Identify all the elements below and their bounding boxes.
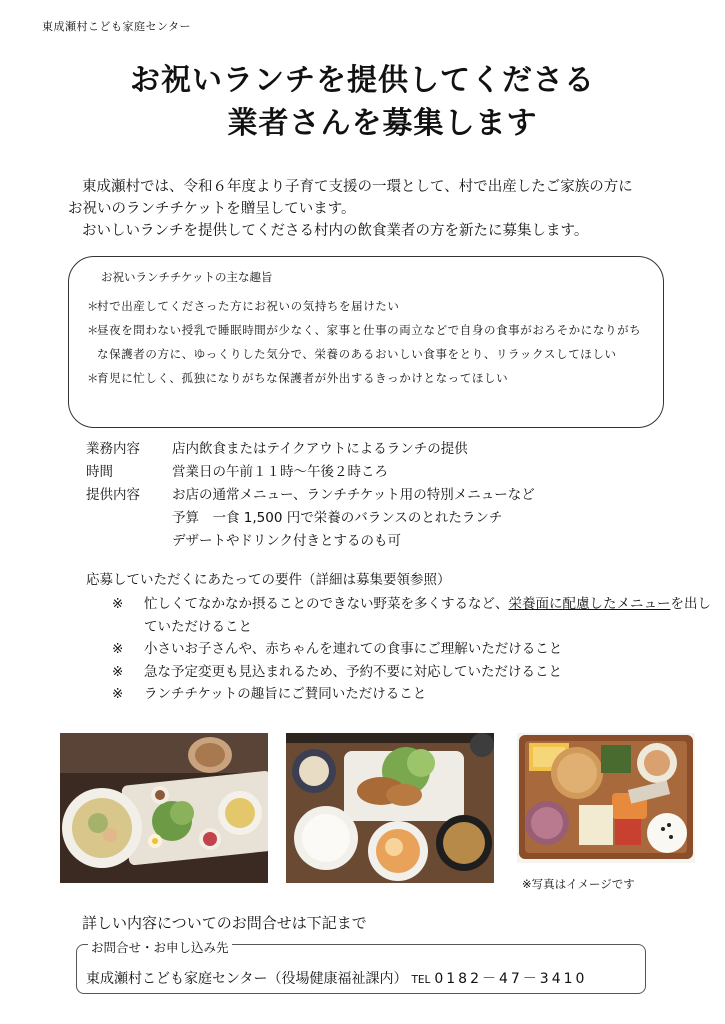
requirement-text: 小さいお子さんや、赤ちゃんを連れての食事にご理解いただけること bbox=[144, 641, 563, 657]
reference-mark: ※ bbox=[112, 641, 124, 657]
purpose-item-text: 村で出産してくださった方にお祝いの気持ちを届けたい bbox=[97, 299, 400, 313]
contact-lead: 詳しい内容についてのお問合せは下記まで bbox=[82, 914, 367, 932]
asterisk-bullet: ＊ bbox=[87, 371, 99, 385]
contact-label: お問合せ・お申し込み先 bbox=[88, 938, 232, 956]
requirement-text: ランチチケットの趣旨にご賛同いただけること bbox=[144, 686, 427, 702]
detail-label: 時間 bbox=[86, 464, 113, 480]
detail-dessert: デザートやドリンク付きとするのも可 bbox=[172, 533, 401, 549]
phone-number[interactable]: 0182－47－3410 bbox=[434, 971, 588, 987]
purpose-item-text: 育児に忙しく、孤独になりがちな保護者が外出するきっかけとなってほしい bbox=[97, 371, 509, 385]
purpose-item bbox=[87, 366, 645, 390]
detail-row-time bbox=[86, 461, 535, 484]
lunch-photo-bento bbox=[517, 733, 695, 863]
purpose-item-text: 昼夜を問わない授乳で睡眠時間が少なく、家事と仕事の両立などで自身の食事がおろそかになりがちな保護者の方に、ゆっくりした気分で、栄養のあるおいしい食事をとり、リラックスしてほしい bbox=[97, 323, 642, 361]
purpose-item bbox=[87, 318, 645, 366]
lunch-photo-pasta bbox=[60, 733, 268, 883]
contact-organization: 東成瀬村こども家庭センター（役場健康福祉課内） bbox=[86, 971, 408, 987]
requirement-item bbox=[112, 683, 712, 706]
intro-paragraph bbox=[68, 176, 698, 242]
detail-row-offer bbox=[86, 484, 535, 507]
detail-budget: 予算 一食 1,500 円で栄養のバランスのとれたランチ bbox=[172, 510, 503, 526]
purpose-item bbox=[87, 294, 645, 318]
requirement-text-part: を出していただけること bbox=[144, 596, 711, 635]
requirement-item bbox=[112, 638, 712, 661]
tel-label: TEL bbox=[411, 974, 431, 986]
detail-row-work bbox=[86, 438, 535, 461]
reference-mark: ※ bbox=[112, 686, 124, 702]
asterisk-bullet: ＊ bbox=[87, 323, 99, 337]
reference-mark: ※ bbox=[112, 596, 124, 612]
detail-label: 業務内容 bbox=[86, 441, 140, 457]
asterisk-bullet: ＊ bbox=[87, 299, 99, 313]
detail-value: 営業日の午前１１時～午後２時ころ bbox=[172, 464, 388, 480]
photo-note: ※写真はイメージです bbox=[522, 877, 635, 891]
requirement-text: 急な予定変更も見込まれるため、予約不要に対応していただけること bbox=[144, 663, 562, 680]
intro-line-2: お祝いのランチチケットを贈呈しています。 bbox=[68, 201, 356, 217]
requirement-item bbox=[112, 661, 712, 684]
requirement-item bbox=[112, 593, 712, 638]
requirements-list bbox=[112, 593, 712, 706]
detail-value: お店の通常メニュー、ランチチケット用の特別メニューなど bbox=[172, 487, 535, 503]
detail-label: 提供内容 bbox=[86, 487, 140, 503]
requirement-emphasis: 栄養面に配慮したメニュー bbox=[508, 596, 671, 612]
requirements-heading: 応募していただくにあたっての要件（詳細は募集要領参照） bbox=[86, 572, 451, 588]
organization-header: 東成瀬村こども家庭センター bbox=[42, 20, 192, 33]
requirement-text-part: 忙しくてなかなか摂ることのできない野菜を多くするなど、 bbox=[144, 596, 509, 612]
intro-line-3: おいしいランチを提供してくださる村内の飲食業者の方を新たに募集します。 bbox=[82, 223, 589, 239]
contact-details bbox=[86, 968, 587, 988]
page-title-line-1: お祝いランチを提供してくださる bbox=[130, 63, 595, 98]
intro-line-1: 東成瀬村では、令和６年度より子育て支援の一環として、村で出産したご家族の方に bbox=[82, 179, 633, 195]
purpose-box bbox=[68, 256, 664, 428]
job-details bbox=[86, 438, 535, 553]
lunch-photo-teishoku bbox=[286, 733, 494, 883]
page-title-line-2: 業者さんを募集します bbox=[227, 106, 538, 141]
purpose-title: お祝いランチチケットの主な趣旨 bbox=[101, 270, 273, 284]
detail-value: 店内飲食またはテイクアウトによるランチの提供 bbox=[172, 441, 468, 457]
requirement-text bbox=[144, 593, 712, 638]
reference-mark: ※ bbox=[112, 663, 124, 680]
